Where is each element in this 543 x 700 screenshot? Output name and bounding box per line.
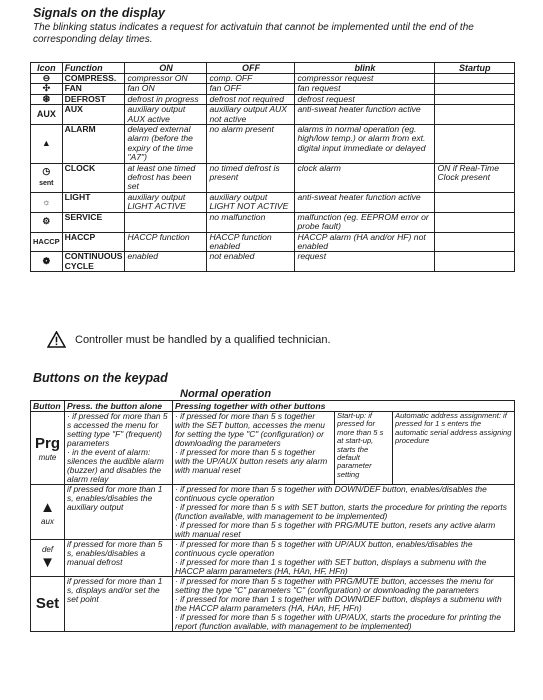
- warning-text: Controller must be handled by a qualified technician.: [75, 333, 331, 346]
- signal-row: [31, 252, 515, 272]
- signal-off: fan OFF: [207, 84, 295, 94]
- set-alone: if pressed for more than 1 s, displays and/or set the set point: [65, 577, 173, 632]
- key-row-aux: [31, 485, 515, 540]
- signal-startup: [435, 84, 515, 94]
- col-function: Function: [62, 63, 125, 74]
- signal-off: comp. OFF: [207, 74, 295, 84]
- keys-table: [30, 400, 515, 632]
- aux-alone: if pressed for more than 1 s, enables/disables the auxiliary output: [65, 485, 173, 540]
- up-arrow-icon: ▲: [40, 498, 55, 516]
- col-icon: Icon: [31, 63, 63, 74]
- signal-row: [31, 94, 515, 104]
- prg-alone: · if pressed for more than 5 s accessed the menu for setting type "F" (frequent) parameters · in the event of alarm: silences the audible alarm (buzzer) and disables the alarm relay: [65, 412, 173, 485]
- signal-startup: ON if Real-Time Clock present: [435, 163, 515, 192]
- signal-off: no timed defrost is present: [207, 163, 295, 192]
- signal-function: DEFROST: [62, 94, 125, 104]
- col-together: Pressing together with other buttons: [173, 401, 515, 412]
- signal-blink: anti-sweat heater function active: [295, 105, 435, 125]
- signal-row: [31, 84, 515, 94]
- set-together: · if pressed for more than 5 s together with PRG/MUTE button, accesses the menu for setting the type "C" parameters "C" (configuration) or downloading the parameters · if pressed for more than 1 s together with DOWN/DEF button, displays a submenu with the HACCP alarm parameters (HA, HAn, HF, HFn) · if pressed for more than 5 s together with UP/AUX, starts the procedure for printing the report (function available, with management to be implemented): [173, 577, 515, 632]
- signal-off: no malfunction: [207, 212, 295, 232]
- signal-startup: [435, 74, 515, 84]
- fan-icon: ✣: [31, 84, 63, 94]
- def-alone: if pressed for more than 5 s, enables/disables a manual defrost: [65, 540, 173, 577]
- signal-on: enabled: [125, 252, 207, 272]
- warning-note: [47, 331, 331, 348]
- signal-row: [31, 74, 515, 84]
- keys-header-row: [31, 401, 515, 412]
- set-button[interactable]: [31, 577, 65, 632]
- signal-on: auxiliary output LIGHT ACTIVE: [125, 192, 207, 212]
- prg-together: · if pressed for more than 5 s together with the SET button, accesses the menu for setting the type "C" (configuration) or downloading the parameters · if pressed for more than 5 s together with the UP/AUX button resets any alarm with manual reset: [173, 412, 335, 485]
- signal-blink: clock alarm: [295, 163, 435, 192]
- signal-function: CONTINUOUS CYCLE: [62, 252, 125, 272]
- signal-off: defrost not required: [207, 94, 295, 104]
- signal-off: not enabled: [207, 252, 295, 272]
- signal-function: AUX: [62, 105, 125, 125]
- col-startup: Startup: [435, 63, 515, 74]
- service-icon: ⚙: [31, 212, 63, 232]
- signal-on: delayed external alarm (before the expiry of the time "A7"): [125, 125, 207, 164]
- signal-function: COMPRESS.: [62, 74, 125, 84]
- signal-row: [31, 105, 515, 125]
- signal-off: auxiliary output LIGHT NOT ACTIVE: [207, 192, 295, 212]
- signal-startup: [435, 125, 515, 164]
- key-row-set: [31, 577, 515, 632]
- signal-startup: [435, 252, 515, 272]
- down-arrow-icon: ▼: [40, 553, 55, 571]
- signal-startup: [435, 105, 515, 125]
- signal-off: no alarm present: [207, 125, 295, 164]
- col-button: Button: [31, 401, 65, 412]
- prg-label: Prg: [34, 434, 60, 452]
- col-blink: blink: [295, 63, 435, 74]
- aux-together: · if pressed for more than 5 s together with DOWN/DEF button, enables/disables the continuous cycle operation · if pressed for more than 5 s with SET button, starts the procedure for printing the reports (function available, with management to be implemented) · if pressed for more than 5 s together with PRG/MUTE button, resets any active alarm with manual reset: [173, 485, 515, 540]
- buttons-title: Buttons on the keypad: [33, 371, 168, 385]
- prg-mute-button[interactable]: [31, 412, 65, 485]
- intro-text: The blinking status indicates a request for activatuin that cannot be implemented until the end of the corresponding delay times.: [33, 22, 474, 45]
- normal-operation-heading: Normal operation: [180, 388, 272, 400]
- signal-function: HACCP: [62, 232, 125, 252]
- signal-row: [31, 212, 515, 232]
- signals-title: Signals on the display: [33, 6, 165, 20]
- alarm-icon: ▲: [31, 125, 63, 164]
- signal-blink: HACCP alarm (HA and/or HF) not enabled: [295, 232, 435, 252]
- signal-startup: [435, 212, 515, 232]
- defrost-icon: ❆: [31, 94, 63, 104]
- signal-row: [31, 163, 515, 192]
- prg-startup: Start-up: if pressed for more than 5 s at start-up, starts the default parameter setting: [335, 412, 393, 485]
- signal-function: ALARM: [62, 125, 125, 164]
- signals-header-row: [31, 63, 515, 74]
- signal-off: HACCP function enabled: [207, 232, 295, 252]
- signal-on: at least one timed defrost has been set: [125, 163, 207, 192]
- haccp-icon: HACCP: [31, 232, 63, 252]
- signal-function: LIGHT: [62, 192, 125, 212]
- signal-blink: compressor request: [295, 74, 435, 84]
- set-label: Set: [35, 595, 60, 612]
- signal-blink: request: [295, 252, 435, 272]
- signal-off: auxiliary output AUX not active: [207, 105, 295, 125]
- signal-row: [31, 125, 515, 164]
- down-def-button[interactable]: [31, 540, 65, 577]
- light-icon: ☼: [31, 192, 63, 212]
- prg-auto-address: Automatic address assignment: if pressed for 1 s enters the automatic serial address assigning procedure: [393, 412, 515, 485]
- aux-label: aux: [41, 516, 54, 526]
- signal-row: [31, 232, 515, 252]
- signal-on: fan ON: [125, 84, 207, 94]
- def-together: · if pressed for more than 5 s together with UP/AUX button, enables/disables the continuous cycle operation · if pressed for more than 1 s together with SET button, displays a submenu with the HACCP alarm parameters (HA, HAn, HF, HFn): [173, 540, 515, 577]
- signal-blink: anti-sweat heater function active: [295, 192, 435, 212]
- signal-row: [31, 192, 515, 212]
- key-row-prg: [31, 412, 515, 485]
- signal-on: [125, 212, 207, 232]
- signal-on: defrost in progress: [125, 94, 207, 104]
- aux-icon: AUX: [31, 105, 63, 125]
- signal-function: CLOCK: [62, 163, 125, 192]
- signal-startup: [435, 94, 515, 104]
- signal-on: HACCP function: [125, 232, 207, 252]
- signals-table: [30, 62, 515, 272]
- clock-icon: ◷ sent: [31, 163, 63, 192]
- signal-blink: malfunction (eg. EEPROM error or probe fault): [295, 212, 435, 232]
- col-alone: Press. the button alone: [65, 401, 173, 412]
- up-aux-button[interactable]: [31, 485, 65, 540]
- signal-startup: [435, 192, 515, 212]
- continuous-cycle-icon: ❁: [31, 252, 63, 272]
- sent-label: sent: [39, 179, 54, 187]
- signal-startup: [435, 232, 515, 252]
- signal-on: compressor ON: [125, 74, 207, 84]
- warning-icon: [47, 331, 66, 348]
- signal-blink: defrost request: [295, 94, 435, 104]
- key-row-def: [31, 540, 515, 577]
- col-on: ON: [125, 63, 207, 74]
- signal-blink: alarms in normal operation (eg. high/low temp.) or alarm from ext. digital input immediate or delayed: [295, 125, 435, 164]
- signal-function: SERVICE: [62, 212, 125, 232]
- col-off: OFF: [207, 63, 295, 74]
- signal-blink: fan request: [295, 84, 435, 94]
- compressor-icon: ⊖: [31, 74, 63, 84]
- def-label: def: [41, 544, 54, 554]
- signal-on: auxiliary output AUX active: [125, 105, 207, 125]
- signal-function: FAN: [62, 84, 125, 94]
- mute-label: mute: [38, 452, 57, 462]
